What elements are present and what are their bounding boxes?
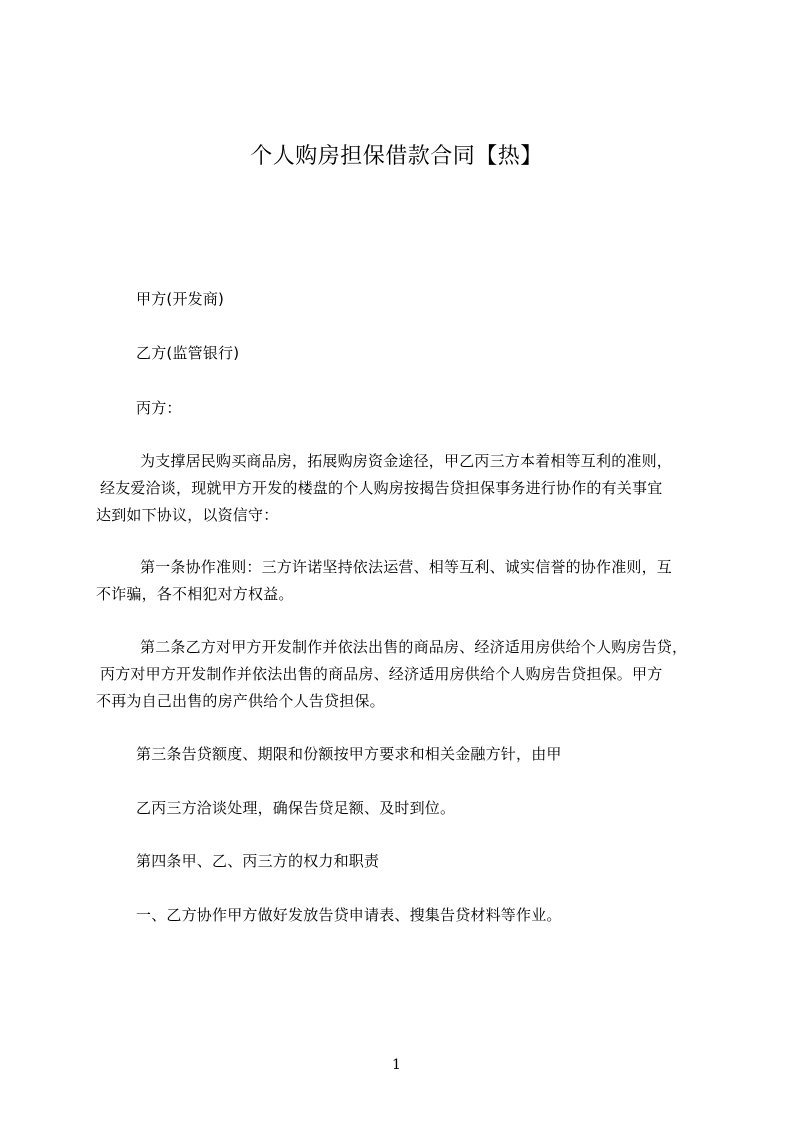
article-2-line-3: 不再为自己出售的房产供给个人告贷担保。 (96, 692, 385, 710)
document-title: 个人购房担保借款合同【热】 (250, 144, 543, 169)
intro-line-3: 达到如下协议，以资信守： (96, 506, 279, 524)
article-3-line-2: 乙丙三方洽谈处理，确保告贷足额、及时到位。 (136, 799, 456, 817)
article-3-line-1: 第三条告贷额度、期限和份额按甲方要求和相关金融方针，由甲 (136, 745, 562, 763)
article-2-line-2: 丙方对甲方开发制作并依法出售的商品房、经济适用房供给个人购房告贷担保。甲方 (100, 665, 663, 683)
article-2-line-1: 第二条乙方对甲方开发制作并依法出售的商品房、经济适用房供给个人购房告贷， (140, 638, 688, 656)
page-number: 1 (392, 1057, 401, 1073)
intro-paragraph (96, 448, 672, 529)
article-1-line-2: 不诈骗，各不相犯对方权益。 (96, 585, 294, 603)
party-b: 乙方(监管银行) (136, 344, 240, 362)
intro-line-1: 为支撑居民购买商品房，拓展购房资金途径，甲乙丙三方本着相等互利的准则， (140, 452, 673, 470)
article-2-paragraph (96, 634, 687, 715)
article-1-paragraph (96, 554, 672, 608)
article-4-item-1: 一、乙方协作甲方做好发放告贷申请表、搜集告贷材料等作业。 (136, 906, 562, 924)
party-c: 丙方： (136, 399, 182, 417)
article-1-line-1: 第一条协作准则：三方许诺坚持依法运营、相等互利、诚实信誉的协作准则，互 (140, 558, 673, 576)
intro-line-2: 经友爱洽谈，现就甲方开发的楼盘的个人购房按揭告贷担保事务进行协作的有关事宜 (100, 479, 663, 497)
article-4-heading: 第四条甲、乙、丙三方的权力和职责 (136, 852, 380, 870)
party-a: 甲方(开发商) (136, 290, 225, 308)
